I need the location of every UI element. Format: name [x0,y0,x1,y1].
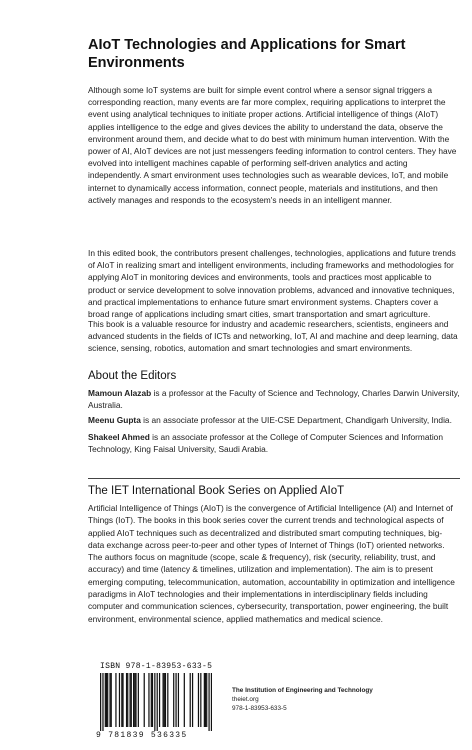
barcode-bar [148,673,149,727]
barcode-bar [107,673,108,727]
barcode-bar [206,673,207,727]
barcode-bar [119,673,120,727]
editor-bio: is a professor at the Faculty of Science and Technology, Charles Darwin University, Australia. [88,388,460,411]
barcode-bar [127,673,128,727]
book-title: AIoT Technologies and Applications for Smart Environments [88,37,406,71]
barcode-bar [100,673,101,731]
barcode-bar [144,673,145,727]
barcode-bar [138,673,139,727]
barcode-bar [102,673,103,731]
editor-entry [88,414,460,426]
barcode-bar [154,673,155,731]
barcode-bar [106,673,107,727]
barcode-bar [173,673,174,727]
barcode-bar [162,673,163,727]
editor-name: Shakeel Ahmed [88,432,150,442]
isbn-label: ISBN 978-1-83953-633-5 [100,662,213,671]
series-heading: The IET International Book Series on Applied AIoT [88,485,345,497]
barcode-bar [184,673,185,727]
barcode-bar [109,673,110,727]
barcode-bar [190,673,191,727]
barcode-bar [126,673,127,727]
barcode-bar [165,673,166,727]
section-divider [88,478,460,479]
editors-heading: About the Editors [88,370,177,382]
editor-name: Meenu Gupta [88,415,141,425]
barcode-bar [152,673,153,727]
editor-bio: is an associate professor at the UIE-CSE Department, Chandigarh University, India. [140,415,452,425]
barcode-bar [198,673,199,727]
series-description: Artificial Intelligence of Things (AIoT) is the convergence of Artificial Intelligence (AI) and Internet of Things (IoT). The books in this book series cover the current trends and technological aspects of applied AIoT techniques such as decentralized and distributed smart computing techniques, big-data exchange across peer-to-peer and other types of Internet of Things (IoT) oriented networks. The authors focus on magnitude (scope, scale & frequency), risk (security, reliability, trust, and accuracy) and time (latency & timelines, utilization and implementation). The aim is to present emerging computing, telecommunication, automation, accountability in optimization and intelligence paradigms in AIoT technologies and their implementations in interdisciplinary fields including computer and communication sciences, cybersecurity, transportation, power engineering, the built environment, environmental science, applied mathematics and medical science. [88,503,455,624]
barcode-bar [111,673,112,727]
barcode-bar [131,673,132,727]
barcode-bar [105,673,106,727]
description-paragraph-1: Although some IoT systems are built for simple event control where a sensor signal triggers a corresponding reaction, many events are far more complex, requiring applications to interpret the event using analytical techniques to initiate proper actions. Artificial intelligence of things (AIoT) applies intelligence to the edge and gives devices the ability to understand the data, observe the environment around them, and decide what to do best with minimum human intervention. With the power of AI, AIoT devices are not just messengers feeding information to control centers. They have evolved into intelligent machines capable of performing self-driven analytics and acting independently. A smart environment uses technologies such as wearable devices, IoT, and mobile internet to dynamically access information, connect people, materials and institutions, and then actively manages and responds to the ecosystem's needs in an intelligent manner. [88,85,457,205]
barcode-bar [129,673,130,727]
barcode-bar [204,673,205,727]
barcode-bar [205,673,206,727]
barcode-bar [211,673,212,731]
barcode-bar [178,673,179,727]
barcode-bar [192,673,193,727]
barcode-bar [115,673,116,727]
description-paragraph-2: In this edited book, the contributors present challenges, technologies, applications and future trends of AIoT in realizing smart and intelligent environments, including frameworks and methodologies for applying AIoT in monitoring devices and environments, tools and practices most applicable to product or service development to solve innovation problems, advanced and innovative techniques, and practical implementations to enhance future smart environment systems. Chapters cover a broad range of applications including smart cities, smart transportation and smart agriculture. [88,248,456,320]
barcode-bar [159,673,160,727]
editor-name: Mamoun Alazab [88,388,152,398]
publisher-block [232,686,462,713]
barcode-bar [121,673,122,727]
barcode-bar [151,673,152,727]
editor-entry [88,431,460,455]
barcode-bar [134,673,135,727]
barcode [100,673,212,731]
barcode-bar [208,673,209,731]
barcode-digits: 9 781839 536335 [96,731,188,740]
barcode-bar [164,673,165,727]
barcode-bar [157,673,158,731]
editor-entry [88,387,460,411]
barcode-bar [175,673,176,727]
description-paragraph-3: This book is a valuable resource for industry and academic researchers, scientists, engineers and advanced students in the fields of ICTs and networking, IoT, AI and machine and deep learning, data science, sensing, robotics, automation and smart technologies and smart environments. [88,319,458,354]
barcode-bar [133,673,134,727]
publisher-isbn: 978-1-83953-633-5 [232,705,287,712]
publisher-website: theiet.org [232,696,259,703]
publisher-name: The Institution of Engineering and Technology [232,687,373,694]
barcode-bar [200,673,201,727]
editor-bio: is an associate professor at the College of Computer Sciences and Information Technology, King Faisal University, Saudi Arabia. [88,432,443,455]
barcode-bar [167,673,168,727]
barcode-bar [135,673,136,727]
barcode-bar [122,673,123,727]
